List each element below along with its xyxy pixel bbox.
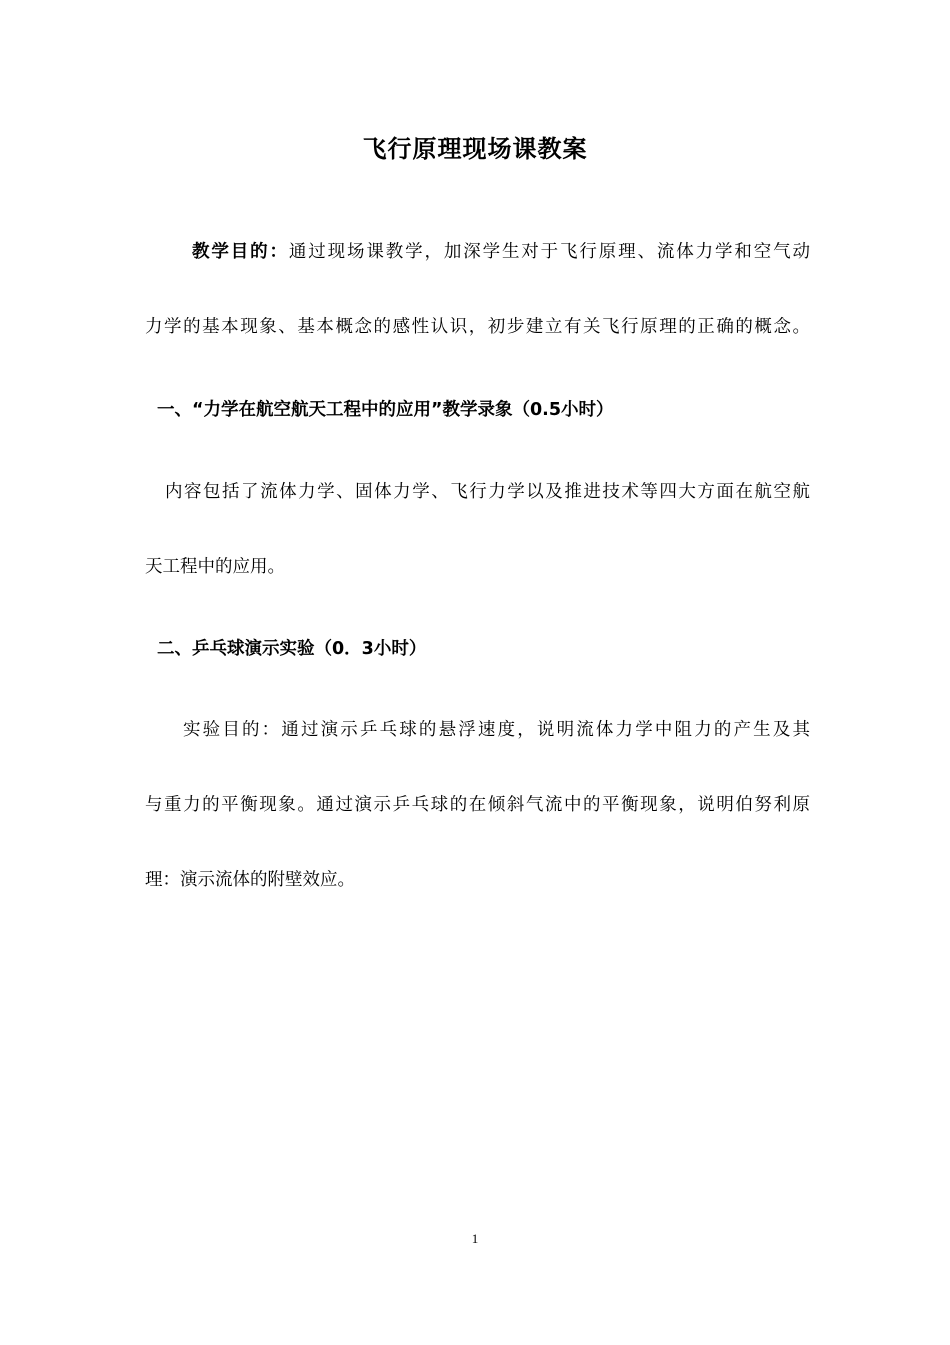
section-1-line-2: 天工程中的应用。	[145, 557, 285, 577]
objective-line-1	[145, 240, 810, 264]
section-2-line-1: 实验目的：通过演示乒乓球的悬浮速度，说明流体力学中阻力的产生及其	[183, 720, 810, 740]
page-number: 1	[471, 1231, 479, 1246]
section-1-heading: 一、“力学在航空航天工程中的应用”教学录象（0.5小时）	[157, 400, 614, 420]
objective-label: 教学目的：	[192, 242, 289, 262]
section-2-heading: 二、乒乓球演示实验（0．3小时）	[157, 639, 427, 659]
section-1-line-1: 内容包括了流体力学、固体力学、飞行力学以及推进技术等四大方面在航空航	[165, 482, 810, 502]
objective-text-1: 通过现场课教学，加深学生对于飞行原理、流体力学和空气动	[288, 242, 811, 262]
document-title: 飞行原理现场课教案	[362, 135, 588, 163]
section-2-line-3: 理：演示流体的附壁效应。	[145, 870, 355, 890]
section-2-line-2: 与重力的平衡现象。通过演示乒乓球的在倾斜气流中的平衡现象，说明伯努利原	[145, 795, 810, 815]
objective-line-2: 力学的基本现象、基本概念的感性认识，初步建立有关飞行原理的正确的概念。	[145, 317, 810, 337]
